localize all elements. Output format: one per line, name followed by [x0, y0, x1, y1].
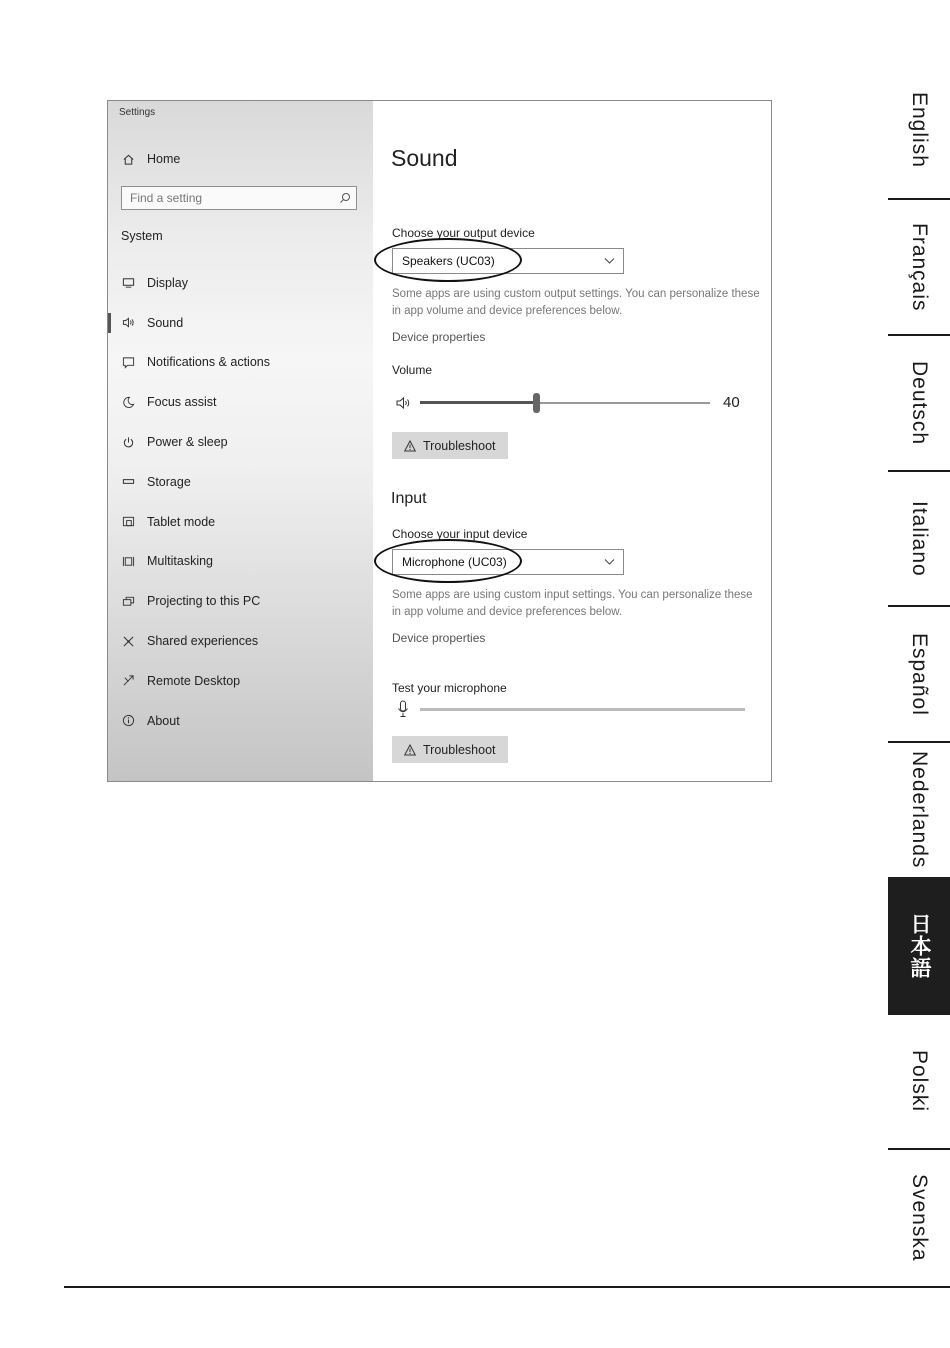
- sidebar-item-sound[interactable]: [108, 303, 373, 343]
- sidebar-item-tablet-mode[interactable]: [108, 502, 373, 542]
- sidebar-item-power-sleep[interactable]: [108, 422, 373, 462]
- window-title: Settings: [119, 107, 156, 118]
- language-tab-francais[interactable]: [888, 200, 950, 334]
- sound-content: [373, 101, 771, 781]
- search-icon[interactable]: [339, 192, 351, 204]
- volume-label: Volume: [392, 363, 433, 377]
- sidebar-item-storage[interactable]: [108, 462, 373, 502]
- settings-window: [107, 100, 772, 782]
- multitasking-icon: [121, 554, 135, 568]
- section-label-system: System: [121, 229, 163, 243]
- language-tab-label: Nederlands: [908, 751, 931, 869]
- sidebar-item-label: Focus assist: [147, 395, 217, 410]
- input-device-label: Choose your input device: [392, 527, 528, 541]
- sidebar: [108, 101, 373, 781]
- sidebar-item-label: Tablet mode: [147, 514, 216, 529]
- output-device-properties-link[interactable]: Device properties: [392, 330, 486, 344]
- speaker-icon: [121, 316, 135, 330]
- footer-rule: [64, 1286, 950, 1288]
- language-tab-label: Français: [908, 222, 931, 312]
- volume-slider[interactable]: [392, 393, 752, 413]
- language-tab-label: Polski: [908, 1050, 931, 1113]
- warning-icon: [404, 440, 416, 452]
- home-icon: [121, 152, 135, 166]
- language-tab-japanese[interactable]: [888, 877, 950, 1015]
- language-tab-italiano[interactable]: [888, 472, 950, 605]
- warning-icon: [404, 744, 416, 756]
- sidebar-item-label: Power & sleep: [147, 435, 228, 450]
- highlight-ellipse: [374, 238, 522, 282]
- storage-icon: [121, 475, 135, 489]
- sidebar-item-shared-experiences[interactable]: [108, 621, 373, 661]
- sidebar-item-label: Notifications & actions: [147, 355, 270, 370]
- test-microphone-label: Test your microphone: [392, 681, 507, 695]
- output-device-label: Choose your output device: [392, 226, 535, 240]
- notifications-icon: [121, 355, 135, 369]
- sidebar-item-projecting[interactable]: [108, 581, 373, 621]
- sidebar-item-label: Multitasking: [147, 554, 213, 569]
- volume-value: 40: [723, 394, 740, 411]
- sidebar-item-remote-desktop[interactable]: [108, 661, 373, 701]
- volume-thumb[interactable]: [533, 393, 540, 413]
- output-device-value: Speakers (UC03): [402, 254, 495, 268]
- language-tab-label: 日本語: [908, 913, 931, 979]
- output-troubleshoot-button[interactable]: [392, 432, 508, 459]
- sidebar-item-label: Shared experiences: [147, 634, 259, 649]
- input-device-value: Microphone (UC03): [402, 555, 507, 569]
- output-help-text: Some apps are using custom output settings. You can personalize these in app volume and device preferences below.: [392, 288, 760, 317]
- nav-home-label: Home: [147, 152, 181, 166]
- language-tab-polski[interactable]: [888, 1015, 950, 1148]
- remote-desktop-icon: [121, 674, 135, 688]
- nav-home[interactable]: [121, 149, 180, 169]
- microphone-icon: [397, 700, 409, 718]
- sidebar-item-label: About: [147, 713, 180, 728]
- tablet-mode-icon: [121, 515, 135, 529]
- troubleshoot-label: Troubleshoot: [423, 438, 496, 453]
- language-tab-espanol[interactable]: [888, 607, 950, 741]
- search-placeholder: Find a setting: [130, 191, 203, 205]
- input-heading: Input: [391, 490, 427, 507]
- microphone-level-track: [420, 708, 745, 711]
- chevron-down-icon: [604, 257, 615, 265]
- sidebar-item-label: Projecting to this PC: [147, 594, 261, 609]
- info-icon: [121, 714, 135, 728]
- shared-experiences-icon: [121, 634, 135, 648]
- sidebar-item-notifications[interactable]: [108, 343, 373, 383]
- sidebar-item-label: Storage: [147, 474, 191, 489]
- language-tab-label: Español: [908, 632, 931, 716]
- input-troubleshoot-button[interactable]: [392, 736, 508, 763]
- projecting-icon: [121, 594, 135, 608]
- sidebar-item-focus-assist[interactable]: [108, 382, 373, 422]
- page-title: Sound: [391, 145, 458, 171]
- language-tab-label: Svenska: [908, 1174, 931, 1262]
- volume-track-fill: [420, 401, 536, 404]
- language-tab-nederlands[interactable]: [888, 743, 950, 877]
- input-device-properties-link[interactable]: Device properties: [392, 631, 486, 645]
- language-tabs: [888, 62, 950, 1272]
- troubleshoot-label: Troubleshoot: [423, 742, 496, 757]
- language-tab-label: Deutsch: [908, 360, 931, 446]
- sidebar-item-label: Sound: [147, 315, 184, 330]
- sidebar-item-label: Display: [147, 275, 188, 290]
- input-help-text: Some apps are using custom input settings. You can personalize these in app volume and device preferences below.: [392, 589, 753, 618]
- language-tab-label: Italiano: [908, 500, 931, 577]
- speaker-icon: [395, 395, 411, 411]
- moon-icon: [121, 395, 135, 409]
- microphone-level-meter: [392, 699, 747, 719]
- display-icon: [121, 276, 135, 290]
- language-tab-svenska[interactable]: [888, 1150, 950, 1286]
- sidebar-item-multitasking[interactable]: [108, 542, 373, 582]
- search-input[interactable]: [121, 186, 357, 210]
- sidebar-item-label: Remote Desktop: [147, 673, 241, 688]
- chevron-down-icon: [604, 558, 615, 566]
- highlight-ellipse: [374, 539, 522, 583]
- sidebar-item-about[interactable]: [108, 701, 373, 741]
- language-tab-english[interactable]: [888, 62, 950, 198]
- language-tab-label: English: [908, 92, 931, 168]
- sidebar-item-display[interactable]: [108, 263, 373, 303]
- language-tab-deutsch[interactable]: [888, 336, 950, 470]
- power-icon: [121, 435, 135, 449]
- nav-list: [108, 263, 373, 741]
